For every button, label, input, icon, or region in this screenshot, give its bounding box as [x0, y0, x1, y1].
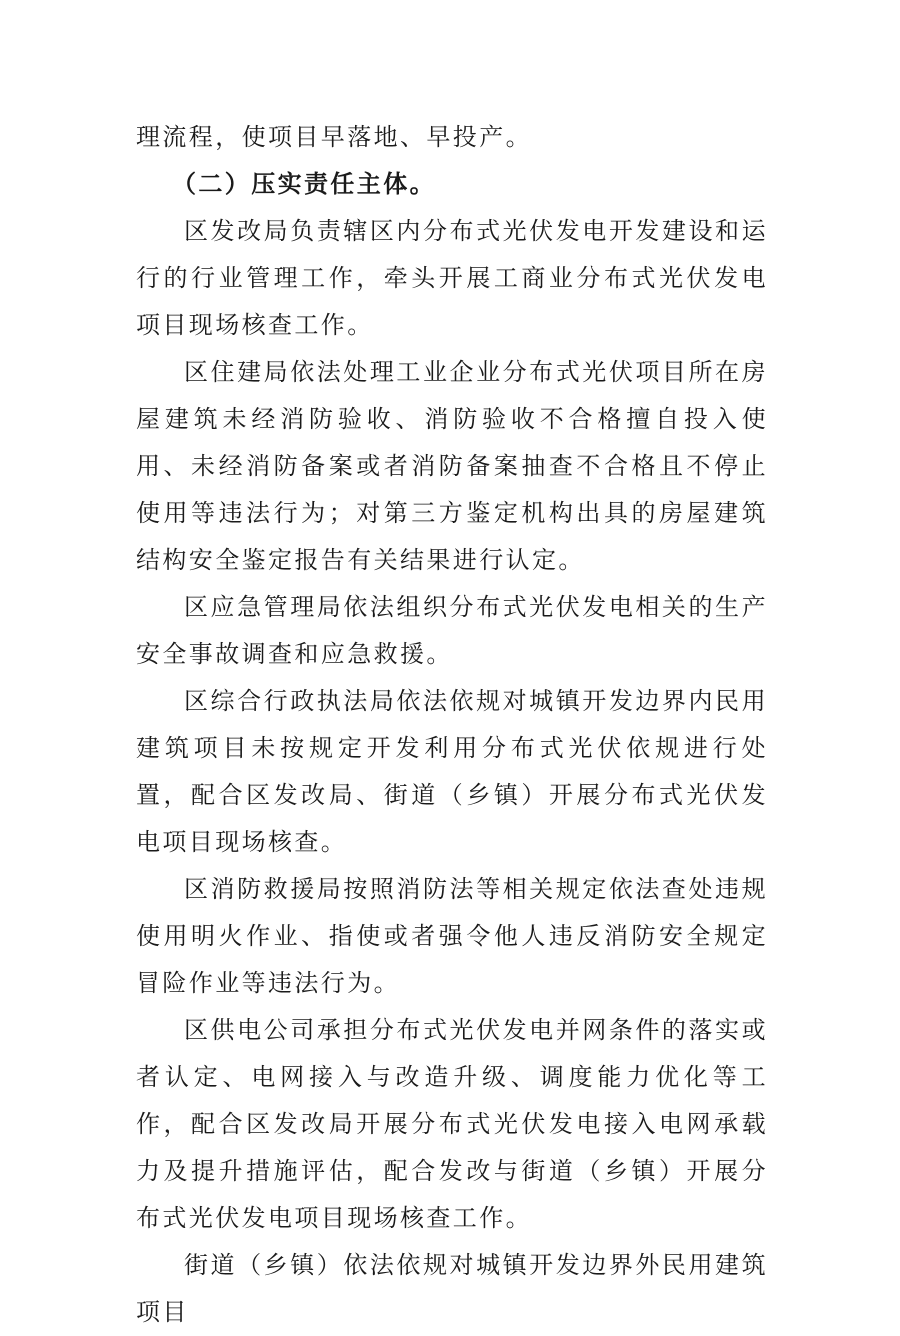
paragraph-emergency-management-bureau: 区应急管理局依法组织分布式光伏发电相关的生产安全事故调查和应急救援。 — [136, 593, 768, 668]
section-heading: （二）压实责任主体。 — [172, 170, 436, 198]
paragraph-subdistrict-township: 街道（乡镇）依法依规对城镇开发边界外民用建筑项目 — [136, 1251, 768, 1326]
paragraph-law-enforcement-bureau: 区综合行政执法局依法依规对城镇开发边界内民用建筑项目未按规定开发利用分布式光伏依规进行处置，配合区发改局、街道（乡镇）开展分布式光伏发电项目现场核查。 — [136, 687, 768, 856]
paragraph-fire-rescue-bureau: 区消防救援局按照消防法等相关规定依法查处违规使用明火作业、指使或者强令他人违反消防安全规定冒险作业等违法行为。 — [136, 875, 768, 997]
paragraph-housing-construction-bureau: 区住建局依法处理工业企业分布式光伏项目所在房屋建筑未经消防验收、消防验收不合格擅自投入使用、未经消防备案或者消防备案抽查不合格且不停止使用等违法行为；对第三方鉴定机构出具的房屋建筑结构安全鉴定报告有关结果进行认定。 — [136, 358, 768, 574]
paragraph-development-reform-bureau: 区发改局负责辖区内分布式光伏发电开发建设和运行的行业管理工作，牵头开展工商业分布式光伏发电项目现场核查工作。 — [136, 217, 768, 339]
paragraph-power-supply-company: 区供电公司承担分布式光伏发电并网条件的落实或者认定、电网接入与改造升级、调度能力优化等工作，配合区发改局开展分布式光伏发电接入电网承载力及提升措施评估，配合发改与街道（乡镇）开展分布式光伏发电项目现场核查工作。 — [136, 1016, 768, 1232]
paragraph-continuation: 理流程，使项目早落地、早投产。 — [136, 123, 532, 151]
document-body — [136, 114, 768, 1336]
